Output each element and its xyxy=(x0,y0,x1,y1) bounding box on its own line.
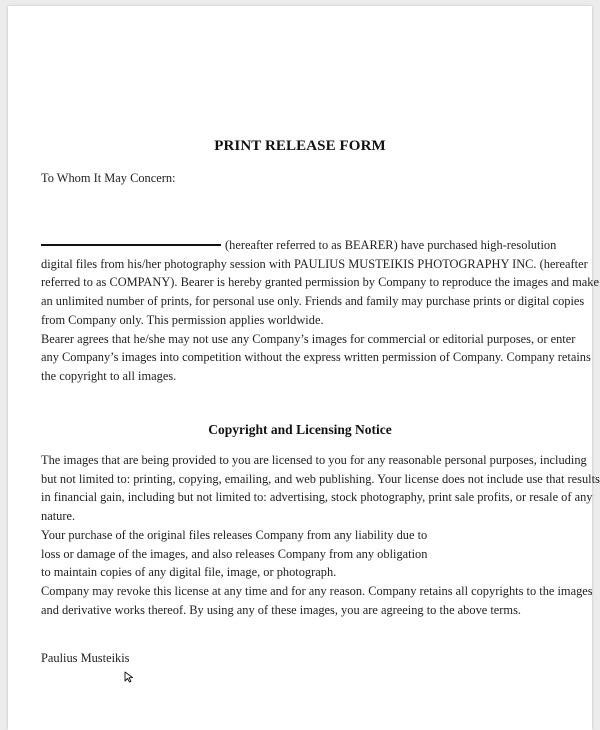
page-title: PRINT RELEASE FORM xyxy=(214,138,386,154)
paragraph-line: The images that are being provided to you are licensed to you for any reasonable personal purposes, including xyxy=(41,453,587,467)
paragraph-line: Company may revoke this license at any time and for any reason. Company retains all copyrights to the images xyxy=(41,583,593,598)
paragraph-line: referred to as COMPANY). Bearer is hereby granted permission by Company to reproduce the images and make xyxy=(41,275,599,290)
signature-name: Paulius Musteikis xyxy=(41,651,130,665)
paragraph-line-text: (hereafter referred to as BEARER) have purchased high-resolution xyxy=(225,238,557,252)
paragraph-line: from Company only. This permission applies worldwide. xyxy=(41,312,324,327)
document-page xyxy=(8,6,600,730)
paragraph-line: loss or damage of the images, and also releases Company from any obligation xyxy=(41,546,428,561)
paragraph-line: Your purchase of the original files releases Company from any liability due to xyxy=(41,527,428,542)
salutation: To Whom It May Concern: xyxy=(41,171,176,185)
paragraph-line: Bearer agrees that he/she may not use any Company’s images for commercial or editorial purposes, or enter xyxy=(41,331,576,346)
paragraph-line: nature. xyxy=(41,509,76,524)
paragraph-line: digital files from his/her photography session with PAULIUS MUSTEIKIS PHOTOGRAPHY INC. (hereafter xyxy=(41,256,588,271)
paragraph-line: in financial gain, including but not limited to: advertising, stock photography, print sale profits, or resale of any xyxy=(41,490,593,505)
bearer-name-blank[interactable] xyxy=(41,244,221,246)
paragraph-line: and derivative works thereof. By using any of these images, you are agreeing to the above terms. xyxy=(41,602,521,617)
paragraph-line: the copyright to all images. xyxy=(41,368,177,383)
mouse-pointer-icon xyxy=(124,671,134,683)
section-heading: Copyright and Licensing Notice xyxy=(208,422,392,437)
licensing-paragraph xyxy=(41,451,600,619)
paragraph-line xyxy=(41,236,557,255)
paragraph-line: any Company’s images into competition without the express written permission of Company. Company retains xyxy=(41,350,591,365)
paragraph-line: an unlimited number of prints, for personal use only. Friends and family may purchase prints or digital copies xyxy=(41,294,585,309)
paragraph-line: but not limited to: printing, copying, emailing, and web publishing. Your license does not include use that results xyxy=(41,471,600,486)
release-paragraph xyxy=(41,236,599,386)
paragraph-line: to maintain copies of any digital file, image, or photograph. xyxy=(41,565,337,580)
